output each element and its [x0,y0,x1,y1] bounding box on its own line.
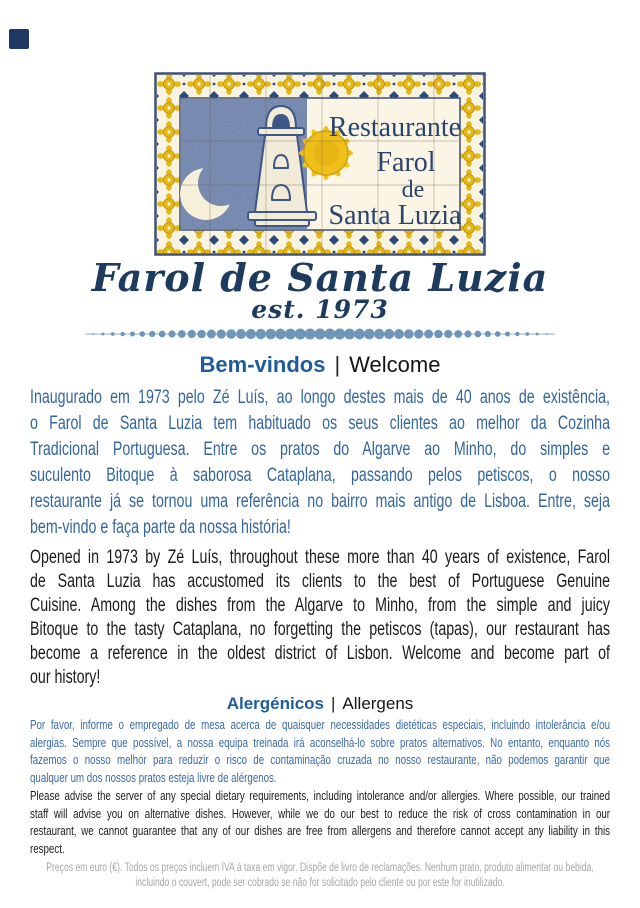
tile-line-restaurante: Restaurante [328,112,462,143]
paragraph-line: restaurant, we cannot guarantee that any of our dishes are free from allergens and therefore cannot accept any liability in this [30,823,611,838]
tile-line-santa-luzia: Santa Luzia [328,200,462,231]
paragraph-line: Tradicional Portuguesa. Entre os pratos do Algarve ao Minho, do simples e [30,439,611,460]
tile-line-farol: Farol [376,147,436,178]
bead-divider-art [85,328,555,340]
legal-footer [30,861,610,891]
bead-divider [85,327,555,345]
moon-icon [180,168,232,220]
welcome-heading-en: Welcome [349,352,441,377]
paragraph-line: respect. [30,840,65,856]
paragraph-line: staff will advise you on alternative dishes. However, while we do our best to reduce the risk of cross contamination in our [30,805,611,821]
paragraph-line: o Farol de Santa Luzia tem habituado os seus clientes ao melhor da Cozinha [30,413,611,434]
allergens-heading-pt: Alergénicos [226,694,324,713]
allergens-heading [0,693,640,714]
paragraph-line: bem-vindo e faça parte da nossa história! [30,517,291,538]
paragraph-line: Please advise the server of any special dietary requirements, including intolerance and/or allergies. Where possible, our trained [30,788,611,803]
corner-square [9,29,29,49]
allergens-paragraph-en [30,787,610,857]
welcome-heading [0,352,640,378]
paragraph-line: qualquer um dos nossos pratos esteja livre de alérgenos. [30,769,277,785]
paragraph-line: suculento Bitoque à saborosa Cataplana, passando pelos petiscos, o nosso [30,465,611,486]
brand-script-title: Farol de Santa Luzia [91,255,549,300]
paragraph-line: Inaugurado em 1973 pelo Zé Luís, ao longo destes mais de 40 anos de existência, [30,387,611,408]
intro-paragraph-en [30,546,610,690]
welcome-heading-separator: | [334,352,341,377]
paragraph-line: Bitoque to the tasty Cataplana, no forgetting the petiscos (tapas), our restaurant has [30,619,611,640]
paragraph-line: restaurante já se tornou uma referência no bairro mais antigo de Lisboa. Entre, seja [30,491,611,512]
tile-logo [0,0,640,256]
footer-line: incluindo o couvert, pode ser cobrado se não for solicitado pelo cliente ou por este for inutilizado. [135,877,505,889]
allergens-heading-separator: | [331,694,336,713]
paragraph-line: fazemos o nosso melhor para reduzir o risco de contaminação cruzada no nosso restaurante, não podemos garantir que [30,752,611,767]
allergens-paragraph-pt [30,716,610,786]
tile-logo-art [154,72,486,256]
paragraph-line: become a reference in the oldest district of Lisbon. Welcome and become part of [30,643,611,664]
footer-line: Preços em euro (€). Todos os preços incluem IVA à taxa em vigor. Dispõe de livro de reclamações. Nenhum prato, produto alimentar ou bebida, [46,862,594,874]
intro-paragraph-pt [30,385,610,541]
paragraph-line: alergias. Sempre que possível, a nossa equipa treinada irá aconselhá-lo sobre pratos alternativos. No entanto, enquanto nós [30,734,611,750]
paragraph-line: our history! [30,667,101,688]
welcome-heading-pt: Bem-vindos [199,352,326,377]
paragraph-line: Por favor, informe o empregado de mesa acerca de quaisquer necessidades dietéticas especiais, incluindo intolerância e/ou [30,717,611,732]
paragraph-line: de Santa Luzia has accustomed its clients to the best of Portuguese Genuine [30,571,611,592]
brand-established: est. 1973 [251,295,389,324]
paragraph-line: Cuisine. Among the dishes from the Algarve to Minho, from the simple and juicy [30,595,611,616]
tile-line-de: de [401,177,425,203]
allergens-heading-en: Allergens [342,694,414,713]
paragraph-line: Opened in 1973 by Zé Luís, throughout these more than 40 years of existence, Farol [30,547,611,568]
